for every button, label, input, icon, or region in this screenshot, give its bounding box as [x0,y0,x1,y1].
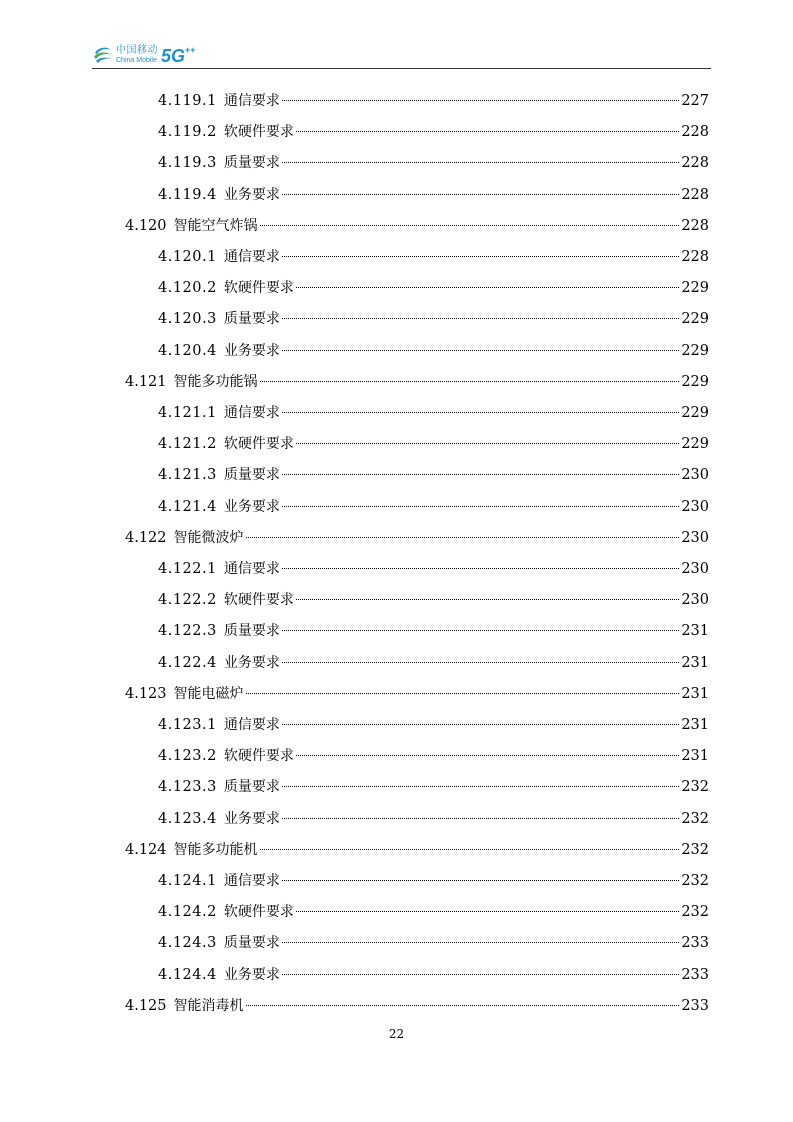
toc-dot-leader [282,786,679,787]
toc-entry[interactable] [158,589,709,611]
toc-entry-title: 智能多功能锅 [173,374,258,390]
toc-entry-title: 质量要求 [223,935,280,951]
toc-entry-title: 质量要求 [223,467,280,483]
toc-entry-page: 230 [681,499,709,515]
toc-entry-page: 230 [681,561,709,577]
toc-entry-number: 4.123.2 [158,748,217,764]
toc-entry-number: 4.119.4 [158,187,217,203]
toc-dot-leader [296,911,679,912]
toc-dot-leader [246,537,680,538]
toc-entry-title: 软硬件要求 [223,748,294,764]
toc-dot-leader [282,350,679,351]
toc-entry[interactable] [125,839,709,861]
page-header [92,40,711,69]
toc-entry-number: 4.121.4 [158,499,217,515]
toc-entry-page: 229 [681,280,709,296]
toc-entry-number: 4.122.1 [158,561,217,577]
toc-entry[interactable] [158,620,709,642]
toc-entry-number: 4.120.4 [158,343,217,359]
toc-entry-number: 4.121.2 [158,436,217,452]
toc-entry-title: 智能多功能机 [173,842,258,858]
toc-entry-title: 软硬件要求 [223,436,294,452]
toc-entry[interactable] [158,308,709,330]
toc-dot-leader [282,974,679,975]
toc-entry-number: 4.124 [125,842,167,858]
toc-dot-leader [296,755,679,756]
toc-entry-page: 232 [681,873,709,889]
toc-entry-number: 4.120.2 [158,280,217,296]
toc-entry[interactable] [158,90,709,112]
toc-entry-title: 智能消毒机 [173,998,244,1014]
toc-entry-number: 4.123.1 [158,717,217,733]
toc-entry-number: 4.121 [125,374,167,390]
china-mobile-logo-icon [92,44,114,66]
toc-entry-number: 4.125 [125,998,167,1014]
toc-entry-page: 229 [681,311,709,327]
toc-entry-number: 4.119.1 [158,93,217,109]
toc-entry-page: 231 [681,655,709,671]
toc-dot-leader [260,225,680,226]
toc-entry-page: 230 [681,467,709,483]
toc-entry-page: 233 [681,998,709,1014]
toc-entry-page: 229 [681,343,709,359]
logo-chinese-text: 中国移动 [116,45,158,56]
toc-entry-title: 通信要求 [223,405,280,421]
toc-entry-title: 软硬件要求 [223,280,294,296]
toc-entry-page: 228 [681,124,709,140]
toc-entry[interactable] [158,277,709,299]
toc-dot-leader [260,381,680,382]
toc-entry-title: 智能空气炸锅 [173,218,258,234]
logo-english-text: China Mobile [116,57,157,64]
toc-entry-page: 232 [681,904,709,920]
toc-entry-title: 通信要求 [223,873,280,889]
toc-entry[interactable] [158,433,709,455]
toc-entry-number: 4.123.4 [158,811,217,827]
toc-entry[interactable] [158,932,709,954]
toc-entry[interactable] [158,901,709,923]
toc-dot-leader [282,412,679,413]
toc-entry-number: 4.119.2 [158,124,217,140]
toc-entry[interactable] [125,995,709,1017]
toc-entry-title: 软硬件要求 [223,124,294,140]
toc-entry-page: 232 [681,842,709,858]
toc-dot-leader [282,162,679,163]
toc-dot-leader [282,630,679,631]
toc-dot-leader [282,818,679,819]
toc-entry-title: 质量要求 [223,779,280,795]
toc-entry-title: 业务要求 [223,187,280,203]
toc-entry-page: 232 [681,779,709,795]
toc-entry-number: 4.122.3 [158,623,217,639]
toc-entry-number: 4.122 [125,530,167,546]
toc-entry-number: 4.123 [125,686,167,702]
toc-entry-number: 4.120.3 [158,311,217,327]
toc-entry[interactable] [158,121,709,143]
toc-entry-number: 4.121.3 [158,467,217,483]
toc-entry-page: 231 [681,717,709,733]
toc-entry-page: 229 [681,405,709,421]
toc-entry[interactable] [158,464,709,486]
toc-entry-title: 通信要求 [223,93,280,109]
toc-entry-number: 4.119.3 [158,155,217,171]
toc-entry-page: 231 [681,748,709,764]
toc-dot-leader [282,880,679,881]
toc-dot-leader [282,724,679,725]
toc-entry[interactable] [158,152,709,174]
toc-entry-page: 231 [681,686,709,702]
toc-dot-leader [260,849,680,850]
toc-entry[interactable] [158,402,709,424]
logo-plus-text: ++ [185,45,196,55]
toc-entry-number: 4.120.1 [158,249,217,265]
toc-entry-page: 227 [681,93,709,109]
logo-5g-text: 5G [161,46,186,66]
toc-dot-leader [296,599,679,600]
toc-entry[interactable] [158,558,709,580]
toc-entry-number: 4.121.1 [158,405,217,421]
toc-dot-leader [282,942,679,943]
toc-entry[interactable] [125,371,709,393]
toc-dot-leader [282,318,679,319]
toc-entry-page: 233 [681,935,709,951]
toc-entry-title: 智能电磁炉 [173,686,244,702]
toc-entry-title: 质量要求 [223,155,280,171]
toc-entry[interactable] [158,776,709,798]
toc-entry-page: 231 [681,623,709,639]
toc-entry[interactable] [158,246,709,268]
toc-dot-leader [282,100,679,101]
toc-entry[interactable] [158,870,709,892]
toc-entry-title: 质量要求 [223,623,280,639]
toc-entry[interactable] [158,808,709,830]
toc-entry-page: 233 [681,967,709,983]
toc-dot-leader [246,1005,680,1006]
toc-entry-page: 232 [681,811,709,827]
toc-entry-title: 业务要求 [223,499,280,515]
toc-entry[interactable] [158,340,709,362]
toc-entry-title: 质量要求 [223,311,280,327]
toc-dot-leader [296,131,679,132]
toc-dot-leader [246,693,680,694]
toc-entry[interactable] [158,714,709,736]
toc-entry-title: 业务要求 [223,811,280,827]
toc-entry-page: 230 [681,530,709,546]
toc-entry-page: 229 [681,374,709,390]
toc-entry-number: 4.124.1 [158,873,217,889]
toc-entry-title: 业务要求 [223,655,280,671]
toc-entry-title: 通信要求 [223,561,280,577]
toc-entry-page: 229 [681,436,709,452]
toc-entry-page: 228 [681,155,709,171]
toc-dot-leader [282,194,679,195]
toc-entry[interactable] [125,527,709,549]
toc-entry-number: 4.122.2 [158,592,217,608]
toc-dot-leader [282,506,679,507]
toc-entry[interactable] [158,184,709,206]
toc-entry-title: 软硬件要求 [223,592,294,608]
toc-dot-leader [282,568,679,569]
toc-entry[interactable] [158,652,709,674]
toc-entry-page: 230 [681,592,709,608]
toc-entry-title: 智能微波炉 [173,530,244,546]
toc-dot-leader [296,287,679,288]
toc-entry-number: 4.124.2 [158,904,217,920]
toc-entry-title: 通信要求 [223,717,280,733]
toc-entry-page: 228 [681,187,709,203]
toc-entry[interactable] [125,683,709,705]
toc-dot-leader [296,443,679,444]
toc-entry[interactable] [158,745,709,767]
toc-entry-number: 4.122.4 [158,655,217,671]
toc-entry-number: 4.123.3 [158,779,217,795]
china-mobile-logo [92,44,196,68]
toc-entry[interactable] [158,496,709,518]
toc-entry-number: 4.124.3 [158,935,217,951]
toc-dot-leader [282,474,679,475]
toc-entry-title: 通信要求 [223,249,280,265]
toc-entry-title: 业务要求 [223,343,280,359]
toc-entry[interactable] [125,215,709,237]
toc-entry-title: 软硬件要求 [223,904,294,920]
toc-entry-page: 228 [681,249,709,265]
toc-entry-number: 4.120 [125,218,167,234]
toc-entry-title: 业务要求 [223,967,280,983]
toc-entry-number: 4.124.4 [158,967,217,983]
toc-entry-page: 228 [681,218,709,234]
page-number: 22 [388,1027,405,1041]
toc-entry[interactable] [158,964,709,986]
toc-dot-leader [282,256,679,257]
toc-dot-leader [282,662,679,663]
